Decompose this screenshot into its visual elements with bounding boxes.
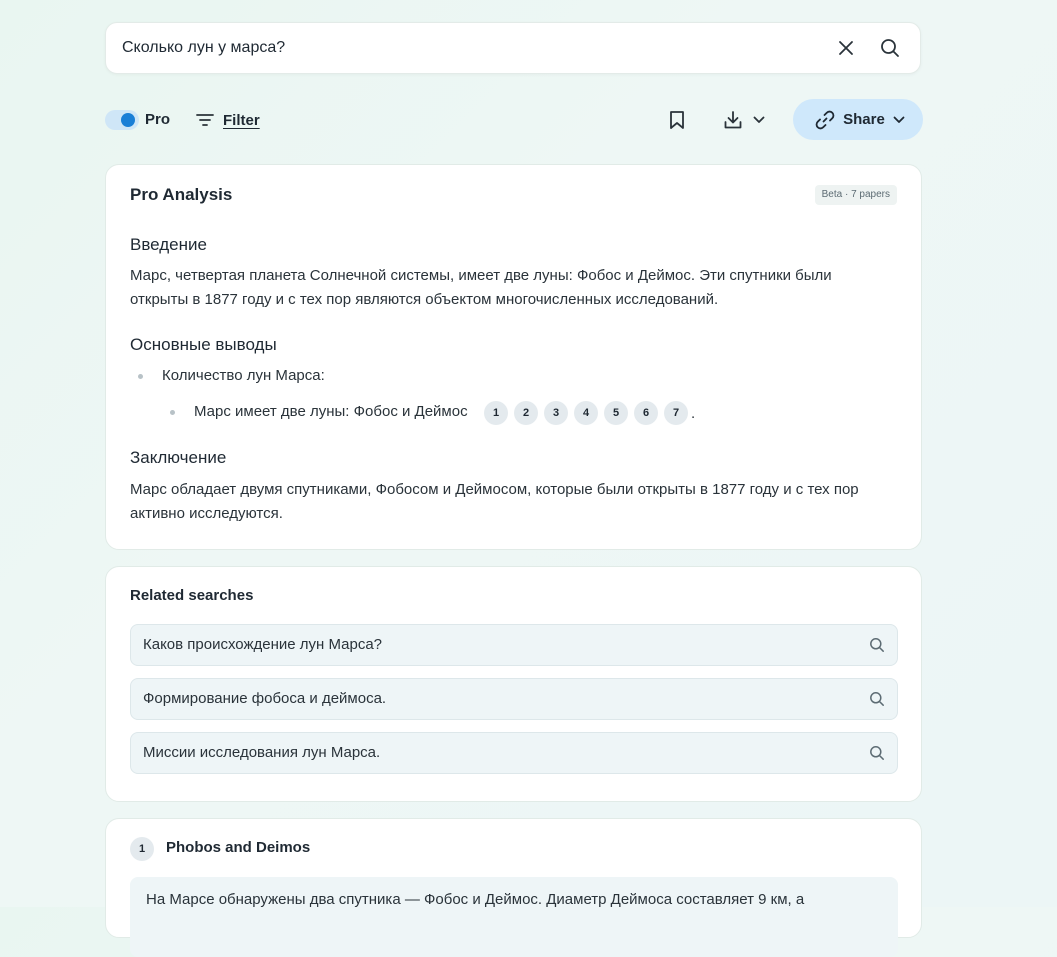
related-searches-card bbox=[105, 566, 922, 802]
related-search-label: Каков происхождение лун Марса? bbox=[143, 636, 383, 653]
analysis-title: Pro Analysis bbox=[130, 185, 233, 204]
source-title[interactable]: Phobos and Deimos bbox=[166, 839, 311, 856]
findings-heading: Основные выводы bbox=[130, 335, 277, 354]
bookmark-icon bbox=[669, 110, 685, 130]
chevron-down-icon bbox=[893, 116, 905, 124]
citation-1[interactable]: 1 bbox=[484, 401, 508, 425]
download-icon bbox=[723, 110, 743, 130]
intro-heading: Введение bbox=[130, 235, 207, 254]
filter-icon bbox=[196, 113, 214, 127]
beta-badge: Beta · 7 papers bbox=[815, 185, 897, 205]
source-snippet-box bbox=[130, 877, 898, 957]
related-search-item[interactable] bbox=[130, 678, 898, 720]
search-icon bbox=[869, 745, 885, 761]
intro-line-2: открыты в 1877 году и с тех пор являются объектом многочисленных исследований. bbox=[130, 291, 719, 308]
conclusion-heading: Заключение bbox=[130, 448, 227, 467]
related-search-item[interactable] bbox=[130, 732, 898, 774]
source-number-badge: 1 bbox=[130, 837, 154, 861]
pro-toggle-knob bbox=[121, 113, 135, 127]
conclusion-line-2: активно исследуются. bbox=[130, 505, 283, 522]
conclusion-line-1: Марс обладает двумя спутниками, Фобосом и Деймосом, которые были открыты в 1877 году и с тех пор bbox=[130, 481, 859, 498]
search-icon bbox=[869, 637, 885, 653]
citation-6[interactable]: 6 bbox=[634, 401, 658, 425]
finding-1: Количество лун Марса: bbox=[162, 367, 325, 384]
citation-4[interactable]: 4 bbox=[574, 401, 598, 425]
chevron-down-icon bbox=[753, 116, 765, 124]
search-icon bbox=[869, 691, 885, 707]
pro-toggle[interactable] bbox=[105, 110, 139, 130]
source-card bbox=[105, 818, 922, 938]
close-icon bbox=[838, 40, 854, 56]
related-heading: Related searches bbox=[130, 587, 254, 604]
pro-label: Pro bbox=[145, 111, 171, 128]
filter-label: Filter bbox=[223, 111, 260, 129]
citation-5[interactable]: 5 bbox=[604, 401, 628, 425]
citation-3[interactable]: 3 bbox=[544, 401, 568, 425]
bullet-marker bbox=[138, 374, 143, 379]
search-bar bbox=[105, 22, 921, 74]
link-icon bbox=[815, 110, 835, 130]
related-search-label: Формирование фобоса и деймоса. bbox=[143, 690, 387, 707]
share-button[interactable] bbox=[793, 99, 923, 140]
finding-1-sub: Марс имеет две луны: Фобос и Деймос bbox=[194, 403, 468, 420]
search-icon bbox=[880, 38, 900, 58]
filter-button[interactable] bbox=[196, 110, 260, 130]
pro-analysis-card bbox=[105, 164, 922, 550]
intro-line-1: Марс, четвертая планета Солнечной системы, имеет две луны: Фобос и Деймос. Эти спутники были bbox=[130, 267, 832, 284]
sub-bullet-marker bbox=[170, 410, 175, 415]
bookmark-button[interactable] bbox=[665, 108, 689, 132]
source-snippet: На Марсе обнаружены два спутника — Фобос и Деймос. Диаметр Деймоса составляет 9 км, а bbox=[146, 891, 805, 908]
download-button[interactable] bbox=[718, 108, 770, 132]
related-search-item[interactable] bbox=[130, 624, 898, 666]
citation-7[interactable]: 7 bbox=[664, 401, 688, 425]
citation-end: . bbox=[691, 404, 696, 422]
citation-list bbox=[484, 401, 695, 425]
search-input[interactable] bbox=[122, 23, 822, 73]
search-submit-button[interactable] bbox=[878, 36, 902, 60]
share-label: Share bbox=[843, 111, 885, 128]
clear-search-button[interactable] bbox=[834, 36, 858, 60]
citation-2[interactable]: 2 bbox=[514, 401, 538, 425]
related-search-label: Миссии исследования лун Марса. bbox=[143, 744, 381, 761]
